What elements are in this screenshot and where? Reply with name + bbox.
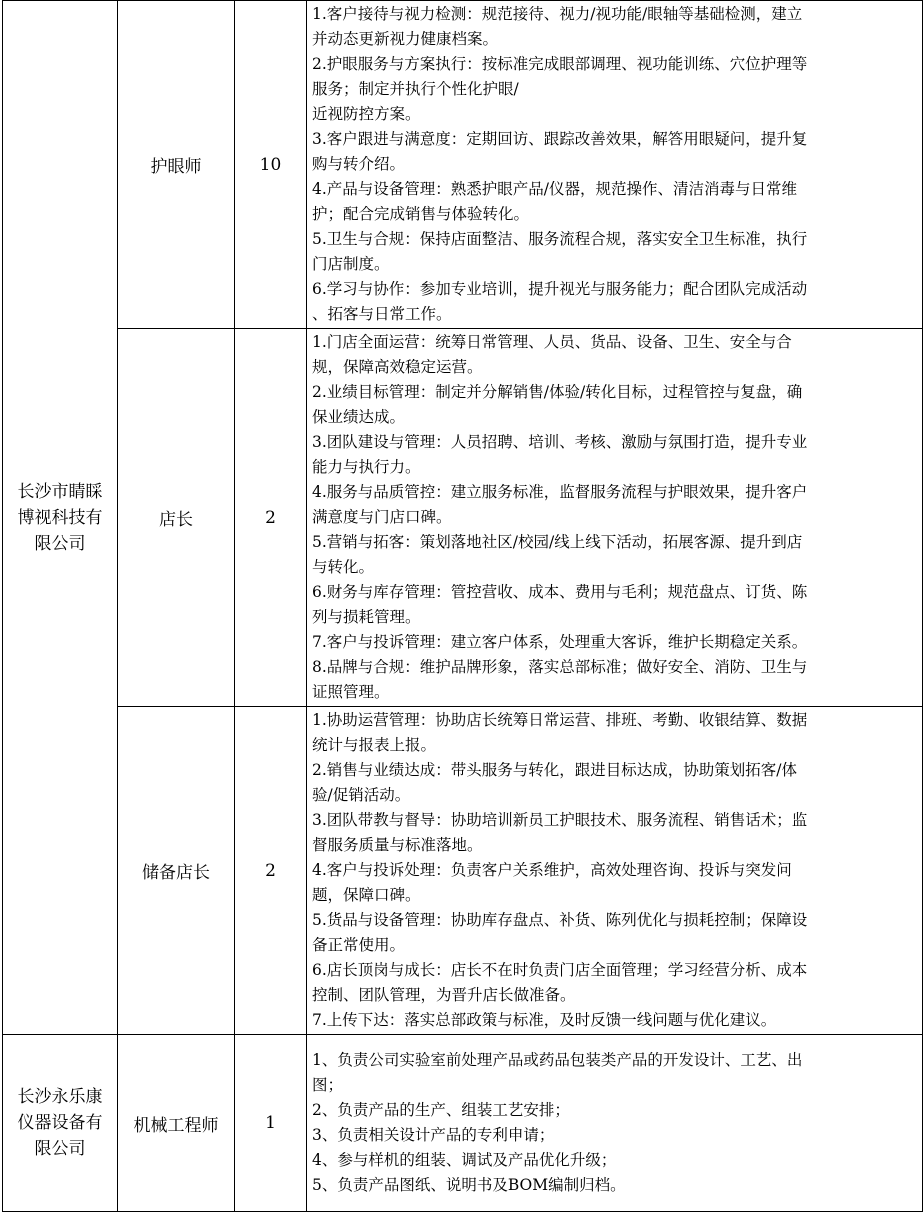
position-title: 护眼师: [118, 1, 235, 329]
duty-line: 近视防控方案。: [312, 105, 421, 123]
duty-line: 满意度与门店口碑。: [312, 508, 452, 526]
duty-line: 统计与报表上报。: [312, 736, 437, 754]
duty-line: 证照管理。: [312, 683, 390, 701]
headcount: 2: [235, 707, 307, 1035]
duty-line: 6.财务与库存管理：管控营收、成本、费用与毛利；规范盘点、订货、陈: [312, 583, 808, 601]
duty-line: 4.客户与投诉处理：负责客户关系维护，高效处理咨询、投诉与突发问: [312, 861, 792, 879]
duty-line: 2、负责产品的生产、组装工艺安排；: [312, 1101, 570, 1119]
job-table: [2, 0, 923, 1212]
duties-cell: [307, 707, 923, 1035]
duty-line: 购与转介绍。: [312, 155, 406, 173]
duty-line: 5.货品与设备管理：协助库存盘点、补货、陈列优化与损耗控制；保障设: [312, 911, 808, 929]
duty-line: 规，保障高效稳定运营。: [312, 358, 483, 376]
position-row: [3, 707, 923, 1035]
duty-line: 4.服务与品质管控：建立服务标准，监督服务流程与护眼效果，提升客户: [312, 483, 808, 501]
company-name-line: 博视科技有: [17, 507, 103, 528]
duty-line: 2.护眼服务与方案执行：按标准完成眼部调理、视功能训练、穴位护理等: [312, 55, 808, 73]
duty-line: 5、负责产品图纸、说明书及BOM编制归档。: [312, 1176, 626, 1194]
duty-line: 4.产品与设备管理：熟悉护眼产品/仪器，规范操作、清洁消毒与日常维: [312, 180, 798, 198]
position-row: [3, 1035, 923, 1212]
duty-line: 3.团队带教与督导：协助培训新员工护眼技术、服务流程、销售话术；监: [312, 811, 808, 829]
duty-line: 8.品牌与合规：维护品牌形象，落实总部标准；做好安全、消防、卫生与: [312, 658, 808, 676]
duty-line: 保业绩达成。: [312, 408, 406, 426]
duty-line: 能力与执行力。: [312, 458, 421, 476]
duty-line: 1、负责公司实验室前处理产品或药品包装类产品的开发设计、工艺、出: [312, 1051, 803, 1069]
duty-line: 2.销售与业绩达成：带头服务与转化，跟进目标达成，协助策划拓客/体: [312, 761, 798, 779]
duties-cell: [307, 329, 923, 707]
duty-line: 7.客户与投诉管理：建立客户体系，处理重大客诉，维护长期稳定关系。: [312, 633, 808, 651]
duty-line: 3.客户跟进与满意度：定期回访、跟踪改善效果，解答用眼疑问，提升复: [312, 130, 808, 148]
duty-line: 6.学习与协作：参加专业培训，提升视光与服务能力；配合团队完成活动: [312, 280, 808, 298]
duty-line: 验/促销活动。: [312, 786, 411, 804]
position-title: 店长: [118, 329, 235, 707]
company-name-cell: [3, 1, 118, 1035]
company-name-cell: [3, 1035, 118, 1212]
duty-line: 、拓客与日常工作。: [312, 305, 452, 323]
company-name-line: 长沙市睛睬: [17, 481, 103, 502]
duty-line: 1.门店全面运营：统筹日常管理、人员、货品、设备、卫生、安全与合: [312, 333, 792, 351]
duty-line: 并动态更新视力健康档案。: [312, 30, 499, 48]
duties-cell: [307, 1035, 923, 1212]
company-name-line: 长沙永乐康: [17, 1087, 103, 1107]
company-name-line: 限公司: [34, 1139, 86, 1159]
duty-line: 3、负责相关设计产品的专利申请；: [312, 1126, 555, 1144]
duty-line: 2.业绩目标管理：制定并分解销售/体验/转化目标，过程管控与复盘，确: [312, 383, 803, 401]
company-name-line: 仪器设备有: [17, 1113, 103, 1133]
duty-line: 图；: [312, 1076, 344, 1094]
duty-line: 6.店长顶岗与成长：店长不在时负责门店全面管理；学习经营分析、成本: [312, 961, 808, 979]
job-table-body: [3, 1, 923, 1212]
duty-line: 3.团队建设与管理：人员招聘、培训、考核、激励与氛围打造，提升专业: [312, 433, 808, 451]
duty-line: 1.协助运营管理：协助店长统筹日常运营、排班、考勤、收银结算、数据: [312, 711, 808, 729]
duty-line: 1.客户接待与视力检测：规范接待、视力/视功能/眼轴等基础检测，建立: [312, 5, 803, 23]
position-title: 储备店长: [118, 707, 235, 1035]
duty-line: 4、参与样机的组装、调试及产品优化升级；: [312, 1151, 617, 1169]
duty-line: 护；配合完成销售与体验转化。: [312, 205, 530, 223]
duty-line: 7.上传下达：落实总部政策与标准，及时反馈一线问题与优化建议。: [312, 1011, 777, 1029]
duty-line: 5.卫生与合规：保持店面整洁、服务流程合规，落实安全卫生标准，执行: [312, 230, 808, 248]
headcount: 2: [235, 329, 307, 707]
duty-line: 督服务质量与标准落地。: [312, 836, 483, 854]
position-row: [3, 1, 923, 329]
duty-line: 与转化。: [312, 558, 375, 576]
duty-line: 控制、团队管理，为晋升店长做准备。: [312, 986, 576, 1004]
position-title: 机械工程师: [118, 1035, 235, 1212]
duty-line: 题，保障口碑。: [312, 886, 421, 904]
duty-line: 门店制度。: [312, 255, 390, 273]
duty-line: 5.营销与拓客：策划落地社区/校园/线上线下活动，拓展客源、提升到店: [312, 533, 803, 551]
duties-cell: [307, 1, 923, 329]
company-name-line: 限公司: [34, 533, 86, 554]
duty-line: 列与损耗管理。: [312, 608, 421, 626]
position-row: [3, 329, 923, 707]
headcount: 1: [235, 1035, 307, 1212]
duty-line: 备正常使用。: [312, 936, 406, 954]
duty-line: 服务；制定并执行个性化护眼/: [312, 80, 519, 98]
headcount: 10: [235, 1, 307, 329]
